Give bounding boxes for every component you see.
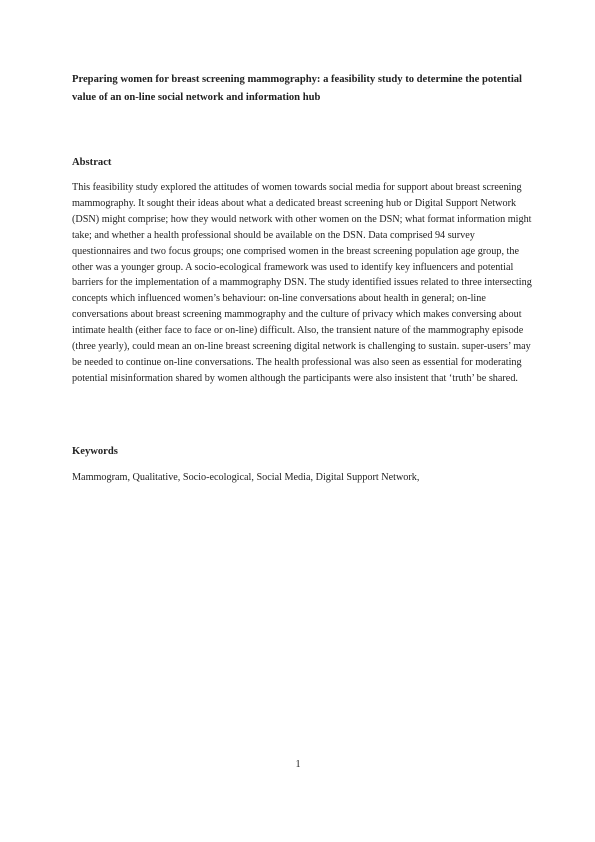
abstract-text: This feasibility study explored the attitudes of women towards social media for support about breast screening mammography. It sought their ideas about what a dedicated breast screening hub or Digital Support Network (DSN) might comprise; how they would network with other women on the DSN; what format information might take; and whether a health professional should be available on the DSN. Data comprised 94 survey questionnaires and two focus groups; one comprised women in the breast screening population age group, the other was a younger group. A socio-ecological framework was used to identify key influencers and potential barriers for the implementation of a mammography DSN. The study identified issues related to three intersecting concepts which influenced women’s behaviour: on-line conversations about health in general; on-line conversations about breast screening mammography and the culture of privacy which makes conversing about intimate health (either face to face or on-line) difficult. Also, the transient nature of the mammography episode (three yearly), could mean an on-line breast screening digital network is challenging to sustain. super-users’ may be needed to continue on-line conversations. The health professional was also seen as essential for moderating potential misinformation shared by women although the participants were also insistent that ‘truth’ be shared.: [72, 182, 532, 384]
paper-title: Preparing women for breast screening mammography: a feasibility study to determine the potential value of an on-line social network and information hub: [72, 74, 522, 103]
keywords-heading: Keywords: [72, 446, 118, 457]
keywords-text: Mammogram, Qualitative, Socio-ecological, Social Media, Digital Support Network,: [72, 472, 420, 483]
abstract-heading: Abstract: [72, 157, 112, 168]
page-number: 1: [295, 759, 301, 770]
